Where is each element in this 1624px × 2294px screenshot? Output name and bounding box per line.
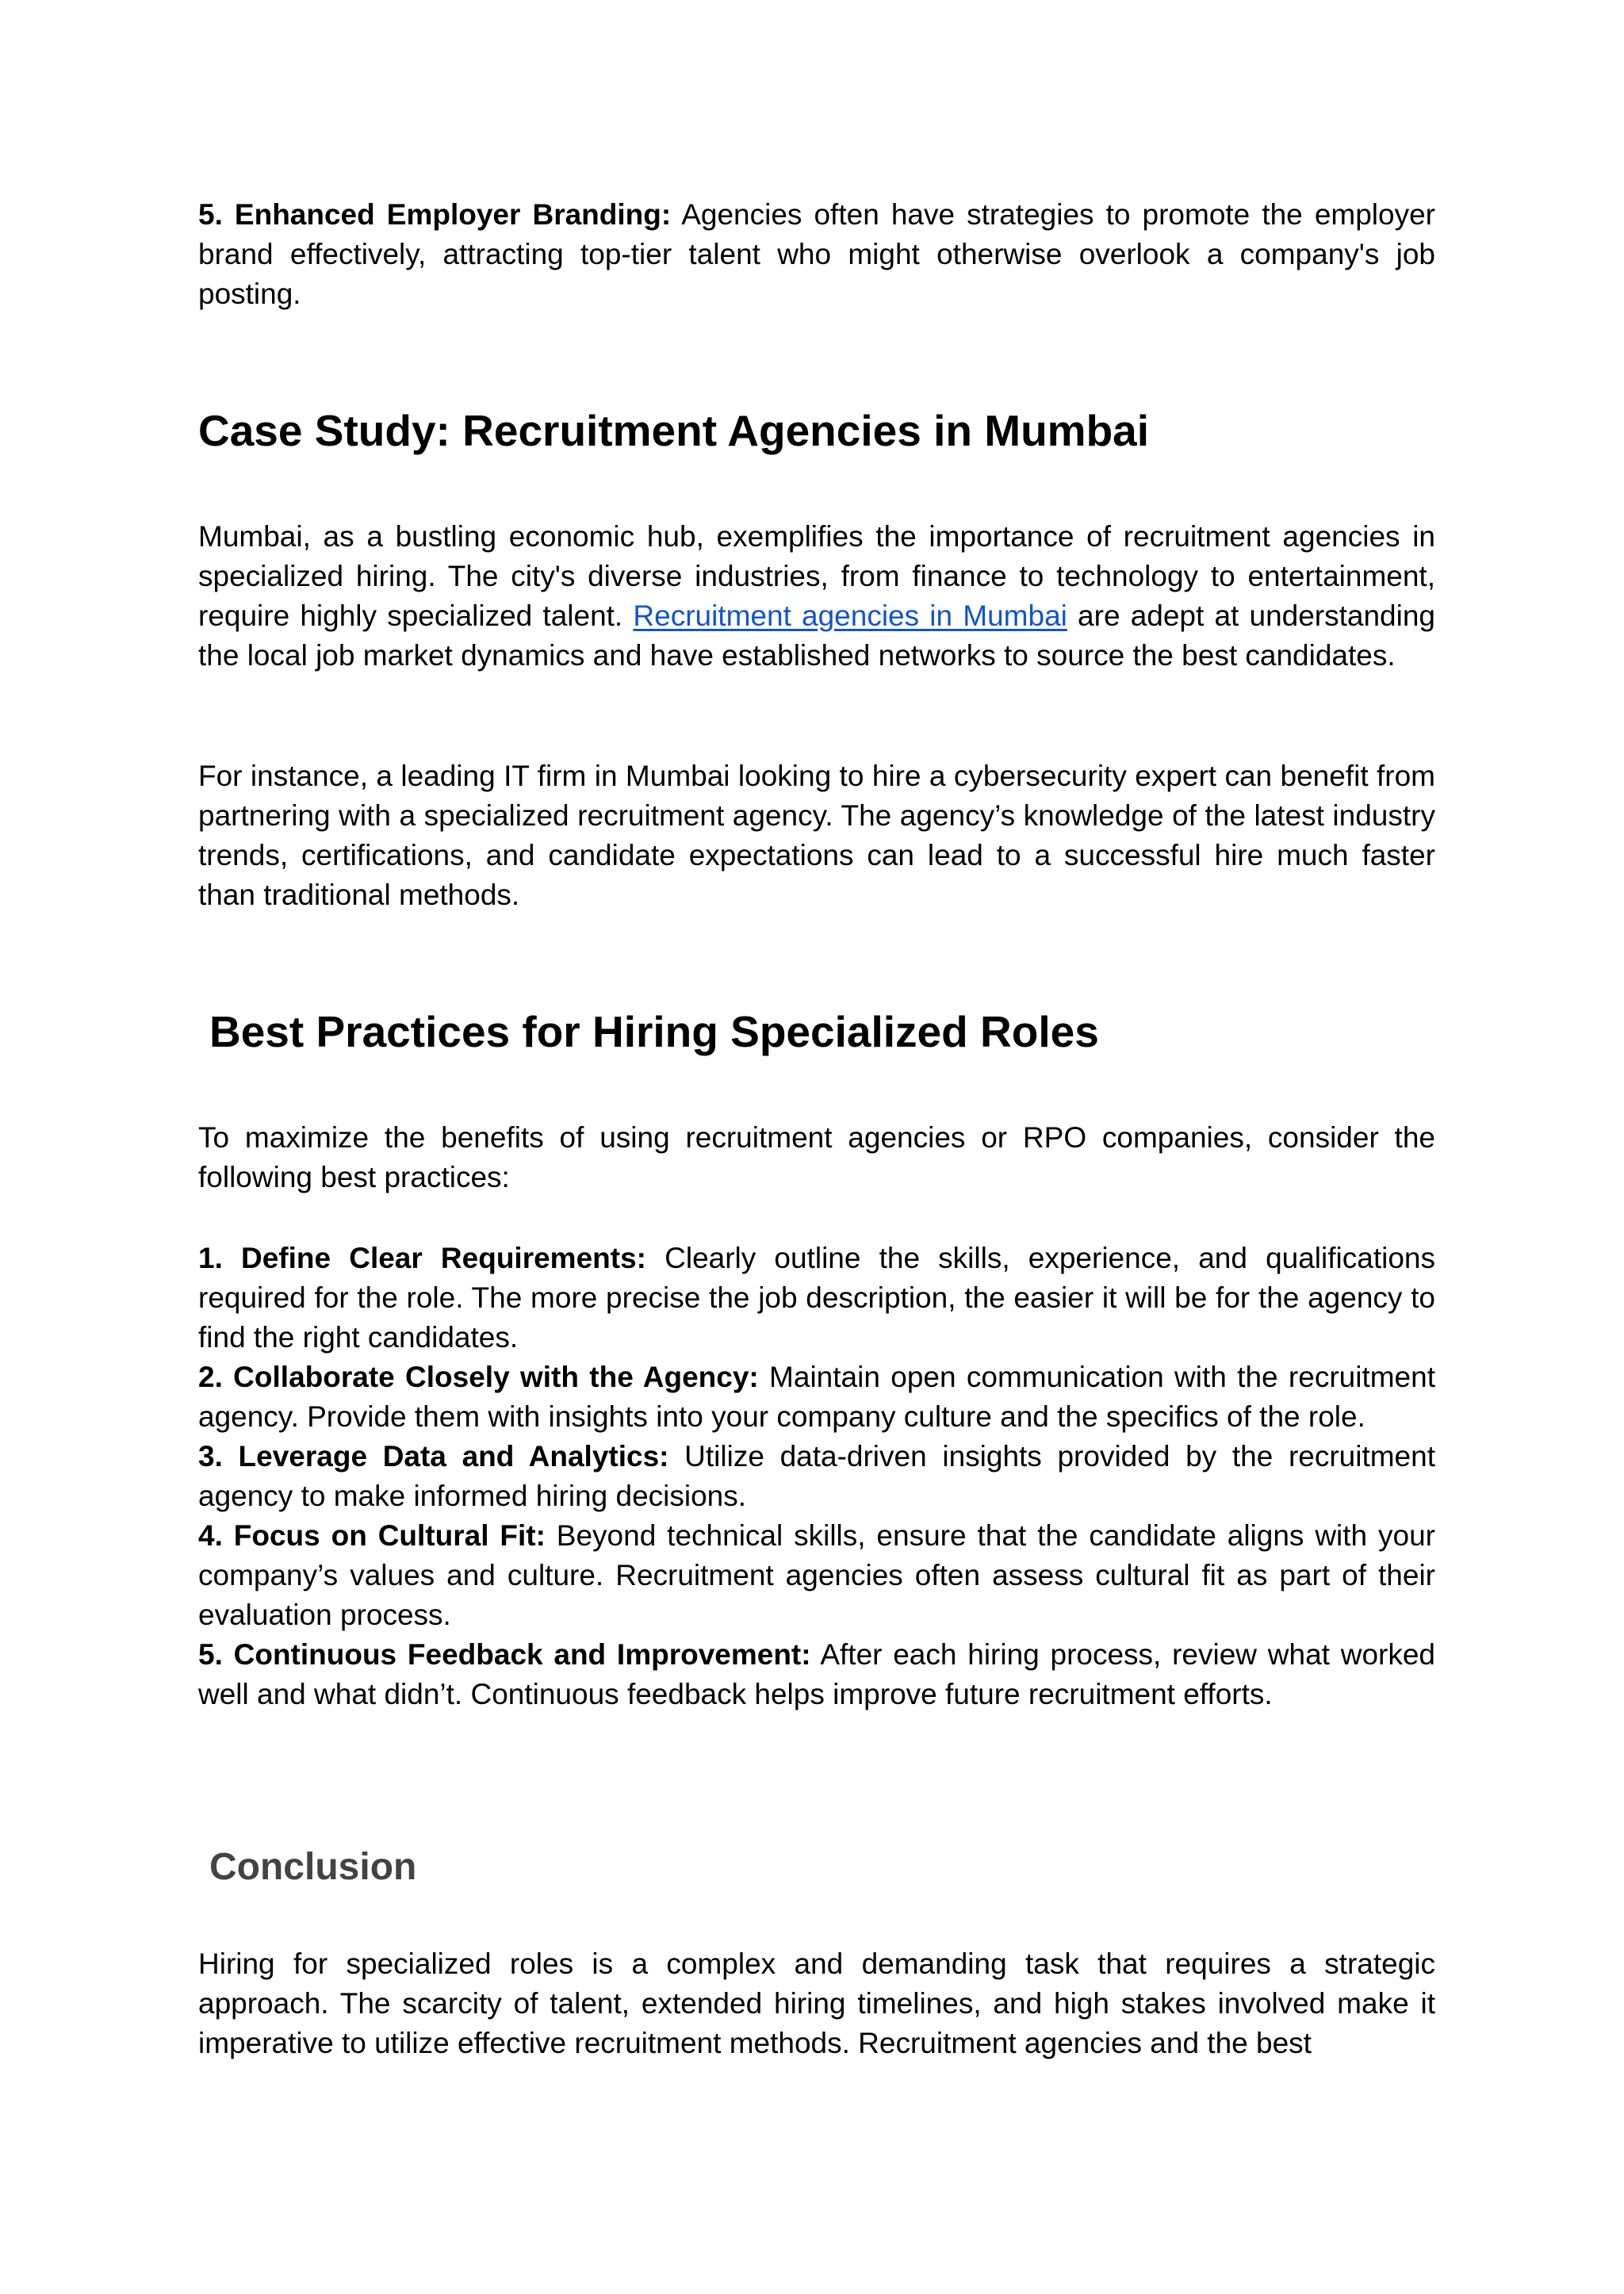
list-item-text: After each hiring process, review what worked well and what didn’t. Continuous feedback helps improve future recruitment efforts. [198, 1638, 1436, 1710]
list-item-bold: 1. Define Clear Requirements: [198, 1242, 646, 1274]
list-item-text: Utilize data-driven insights provided by the recruitment agency to make informed hiring decisions. [198, 1440, 1435, 1512]
list-item [198, 1239, 1435, 1358]
best-practices-intro: To maximize the benefits of using recruitment agencies or RPO companies, consider the following best practices: [198, 1121, 1435, 1193]
list-item-text: Maintain open communication with the recruitment agency. Provide them with insights into your company culture and the specifics of the role. [198, 1361, 1435, 1433]
list-item [198, 1358, 1435, 1437]
list-item-bold: 5. Continuous Feedback and Improvement: [198, 1638, 811, 1671]
para1-text-before: Mumbai, as a bustling economic hub, exemplifies the importance of recruitment agencies in specialized hiring. The city's diverse industries, from finance to technology to entertainment, require highly specialized talent. [198, 520, 1435, 632]
conclusion-heading: Conclusion [209, 1846, 417, 1888]
best-practices-intro-block [198, 1118, 1435, 1197]
employer-branding-paragraph [198, 195, 1435, 314]
item-text: Agencies often have strategies to promote the employer brand effectively, attracting top-tier talent who might otherwise overlook a company's job posting. [198, 198, 1435, 310]
list-item-bold: 3. Leverage Data and Analytics: [198, 1440, 669, 1473]
list-item-text: Beyond technical skills, ensure that the candidate aligns with your company’s values and culture. Recruitment agencies often assess cultural fit as part of their evaluation process. [198, 1519, 1435, 1631]
case-study-heading: Case Study: Recruitment Agencies in Mumbai [198, 406, 1150, 455]
list-item-bold: 2. Collaborate Closely with the Agency: [198, 1361, 759, 1393]
case-study-paragraph-2: For instance, a leading IT firm in Mumbai looking to hire a cybersecurity expert can benefit from partnering with a specialized recruitment agency. The agency’s knowledge of the latest industry trends, certifications, and candidate expectations can lead to a successful hire much faster than traditional methods. [198, 760, 1435, 911]
list-item [198, 1516, 1435, 1635]
conclusion-paragraph-block [198, 1944, 1435, 2063]
recruitment-agencies-mumbai-link[interactable]: Recruitment agencies in Mumbai [633, 599, 1067, 632]
case-study-paragraph-2-block [198, 756, 1435, 915]
case-study-paragraph-1 [198, 517, 1435, 676]
list-item-bold: 4. Focus on Cultural Fit: [198, 1519, 546, 1552]
list-item [198, 1437, 1435, 1516]
para1-text-after: are adept at understanding the local job market dynamics and have established networks to source the best candidates. [198, 599, 1436, 672]
best-practices-list [198, 1239, 1435, 1714]
list-item-text: Clearly outline the skills, experience, and qualifications required for the role. The more precise the job description, the easier it will be for the agency to find the right candidates. [198, 1242, 1435, 1354]
item-bold-label: 5. Enhanced Employer Branding: [198, 198, 672, 231]
intro-list-item [198, 195, 1435, 314]
case-study-paragraph-1-block [198, 517, 1435, 676]
conclusion-paragraph: Hiring for specialized roles is a complex and demanding task that requires a strategic approach. The scarcity of talent, extended hiring timelines, and high stakes involved make it imperative to utilize effective recruitment methods. Recruitment agencies and the best [198, 1947, 1435, 2059]
list-item [198, 1635, 1435, 1714]
best-practices-heading: Best Practices for Hiring Specialized Roles [209, 1007, 1099, 1056]
